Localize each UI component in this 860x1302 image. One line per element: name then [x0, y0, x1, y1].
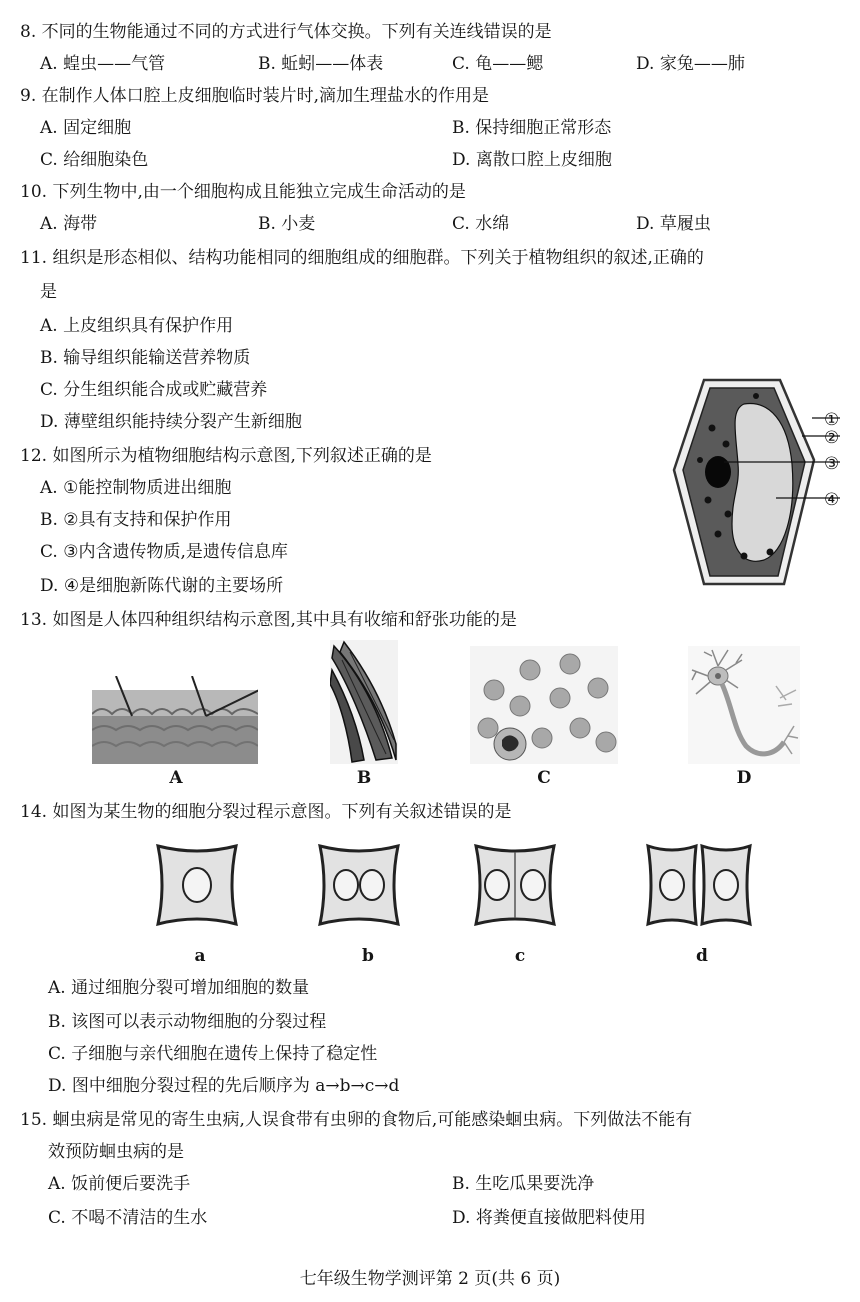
- q12-option-c: C. ③内含遗传物质,是遗传信息库: [40, 542, 288, 562]
- q10-option-a: A. 海带: [40, 214, 98, 234]
- q14-caption-d: d: [696, 946, 708, 966]
- cell-label-1: ①: [824, 410, 840, 430]
- q14-option-c: C. 子细胞与亲代细胞在遗传上保持了稳定性: [48, 1044, 378, 1064]
- q9-option-b: B. 保持细胞正常形态: [452, 118, 612, 138]
- q12-option-a: A. ①能控制物质进出细胞: [40, 478, 232, 498]
- q8-option-d: D. 家兔——肺: [636, 54, 745, 74]
- q13-caption-c: C: [537, 768, 551, 788]
- q11-option-c: C. 分生组织能合成或贮藏营养: [40, 380, 268, 400]
- q8-option-c: C. 龟——鳃: [452, 54, 544, 74]
- q13-caption-b: B: [356, 768, 372, 788]
- q10-option-d: D. 草履虫: [636, 214, 711, 234]
- q9-option-a: A. 固定细胞: [40, 118, 132, 138]
- q14-stem: 14. 如图为某生物的细胞分裂过程示意图。下列有关叙述错误的是: [20, 802, 512, 822]
- cell-division-stage-a: [152, 840, 242, 930]
- q11-option-a: A. 上皮组织具有保护作用: [40, 316, 234, 336]
- q11-stem: 11. 组织是形态相似、结构功能相同的细胞组成的细胞群。下列关于植物组织的叙述,正确的: [20, 248, 704, 268]
- q15-stem-cont: 效预防蛔虫病的是: [48, 1142, 184, 1162]
- q14-caption-a: a: [194, 946, 206, 966]
- q15-option-c: C. 不喝不清洁的生水: [48, 1208, 208, 1228]
- page-footer: 七年级生物学测评第 2 页(共 6 页): [299, 1269, 561, 1289]
- q9-option-d: D. 离散口腔上皮细胞: [452, 150, 612, 170]
- q11-stem-cont: 是: [40, 282, 57, 302]
- cell-division-stage-b: [314, 840, 404, 930]
- q12-option-d: D. ④是细胞新陈代谢的主要场所: [40, 576, 284, 596]
- plant-cell-figure: [652, 374, 848, 592]
- q14-option-b: B. 该图可以表示动物细胞的分裂过程: [48, 1012, 327, 1032]
- q8-option-a: A. 蝗虫——气管: [40, 54, 166, 74]
- q14-option-d: D. 图中细胞分裂过程的先后顺序为 a→b→c→d: [48, 1076, 400, 1096]
- q11-option-d: D. 薄壁组织能持续分裂产生新细胞: [40, 412, 302, 432]
- cell-label-2: ②: [824, 428, 840, 448]
- cell-label-4: ④: [824, 490, 840, 510]
- q12-option-b: B. ②具有支持和保护作用: [40, 510, 232, 530]
- q14-caption-c: c: [514, 946, 526, 966]
- q8-stem: 8. 不同的生物能通过不同的方式进行气体交换。下列有关连线错误的是: [20, 22, 552, 42]
- q13-caption-d: D: [736, 768, 752, 788]
- q12-stem: 12. 如图所示为植物细胞结构示意图,下列叙述正确的是: [20, 446, 432, 466]
- q11-option-b: B. 输导组织能输送营养物质: [40, 348, 251, 368]
- q15-stem: 15. 蛔虫病是常见的寄生虫病,人误食带有虫卵的食物后,可能感染蛔虫病。下列做法不能有: [20, 1110, 693, 1130]
- q15-option-b: B. 生吃瓜果要洗净: [452, 1174, 595, 1194]
- q9-stem: 9. 在制作人体口腔上皮细胞临时装片时,滴加生理盐水的作用是: [20, 86, 490, 106]
- q13-caption-a: A: [169, 768, 183, 788]
- q13-stem: 13. 如图是人体四种组织结构示意图,其中具有收缩和舒张功能的是: [20, 610, 517, 630]
- cell-division-stage-d: [644, 840, 754, 930]
- cell-label-3: ③: [824, 454, 840, 474]
- epithelial-tissue-image: [92, 676, 258, 764]
- q10-option-b: B. 小麦: [258, 214, 316, 234]
- q9-option-c: C. 给细胞染色: [40, 150, 149, 170]
- q10-stem: 10. 下列生物中,由一个细胞构成且能独立完成生命活动的是: [20, 182, 466, 202]
- q14-caption-b: b: [362, 946, 374, 966]
- q8-option-b: B. 蚯蚓——体表: [258, 54, 384, 74]
- muscle-tissue-image: [330, 640, 398, 764]
- q10-option-c: C. 水绵: [452, 214, 510, 234]
- q14-option-a: A. 通过细胞分裂可增加细胞的数量: [48, 978, 310, 998]
- blood-cell-image: [470, 646, 618, 764]
- cell-division-stage-c: [470, 840, 560, 930]
- q15-option-d: D. 将粪便直接做肥料使用: [452, 1208, 646, 1228]
- neuron-image: [688, 646, 800, 764]
- q15-option-a: A. 饭前便后要洗手: [48, 1174, 191, 1194]
